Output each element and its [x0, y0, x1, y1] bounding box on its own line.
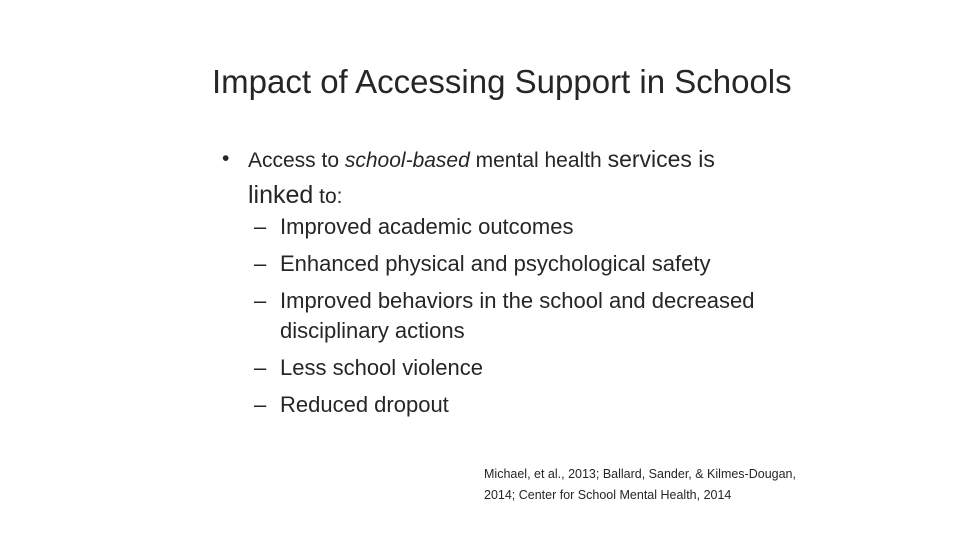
sub-bullet-list [254, 212, 854, 427]
dash-marker: – [254, 392, 267, 417]
sub-bullet-text: Improved academic outcomes [280, 214, 574, 239]
citation-text: Michael, et al., 2013; Ballard, Sander, & Kilmes-Dougan, 2014; Center for School Mental Health, 2014 [484, 467, 796, 502]
bullet-marker: • [222, 147, 230, 170]
sub-bullet-text: Reduced dropout [280, 392, 449, 417]
bullet-text-part4: services is [607, 146, 715, 172]
dash-marker: – [254, 288, 267, 313]
bullet-text-part1: Access to [248, 149, 345, 172]
sub-bullet-text: Less school violence [280, 355, 484, 380]
main-bullet-text [248, 142, 862, 214]
sub-bullet-text: Enhanced physical and psychological safety [280, 251, 711, 276]
main-bullet [222, 142, 862, 214]
bullet-text-part5: linked [248, 181, 314, 209]
sub-bullet-item [254, 212, 854, 242]
slide-title: Impact of Accessing Support in Schools [212, 63, 792, 100]
sub-bullet-item [254, 390, 854, 420]
sub-bullet-item [254, 286, 854, 346]
bullet-text-italic: school-based [344, 149, 470, 172]
bullet-text-part3: mental health [469, 149, 608, 172]
sub-bullet-item [254, 353, 854, 383]
dash-marker: – [254, 355, 267, 380]
sub-bullet-item [254, 249, 854, 279]
dash-marker: – [254, 214, 267, 239]
bullet-text-part6: to: [313, 185, 343, 208]
dash-marker: – [254, 251, 267, 276]
sub-bullet-text: Improved behaviors in the school and decreased disciplinary actions [280, 288, 755, 343]
